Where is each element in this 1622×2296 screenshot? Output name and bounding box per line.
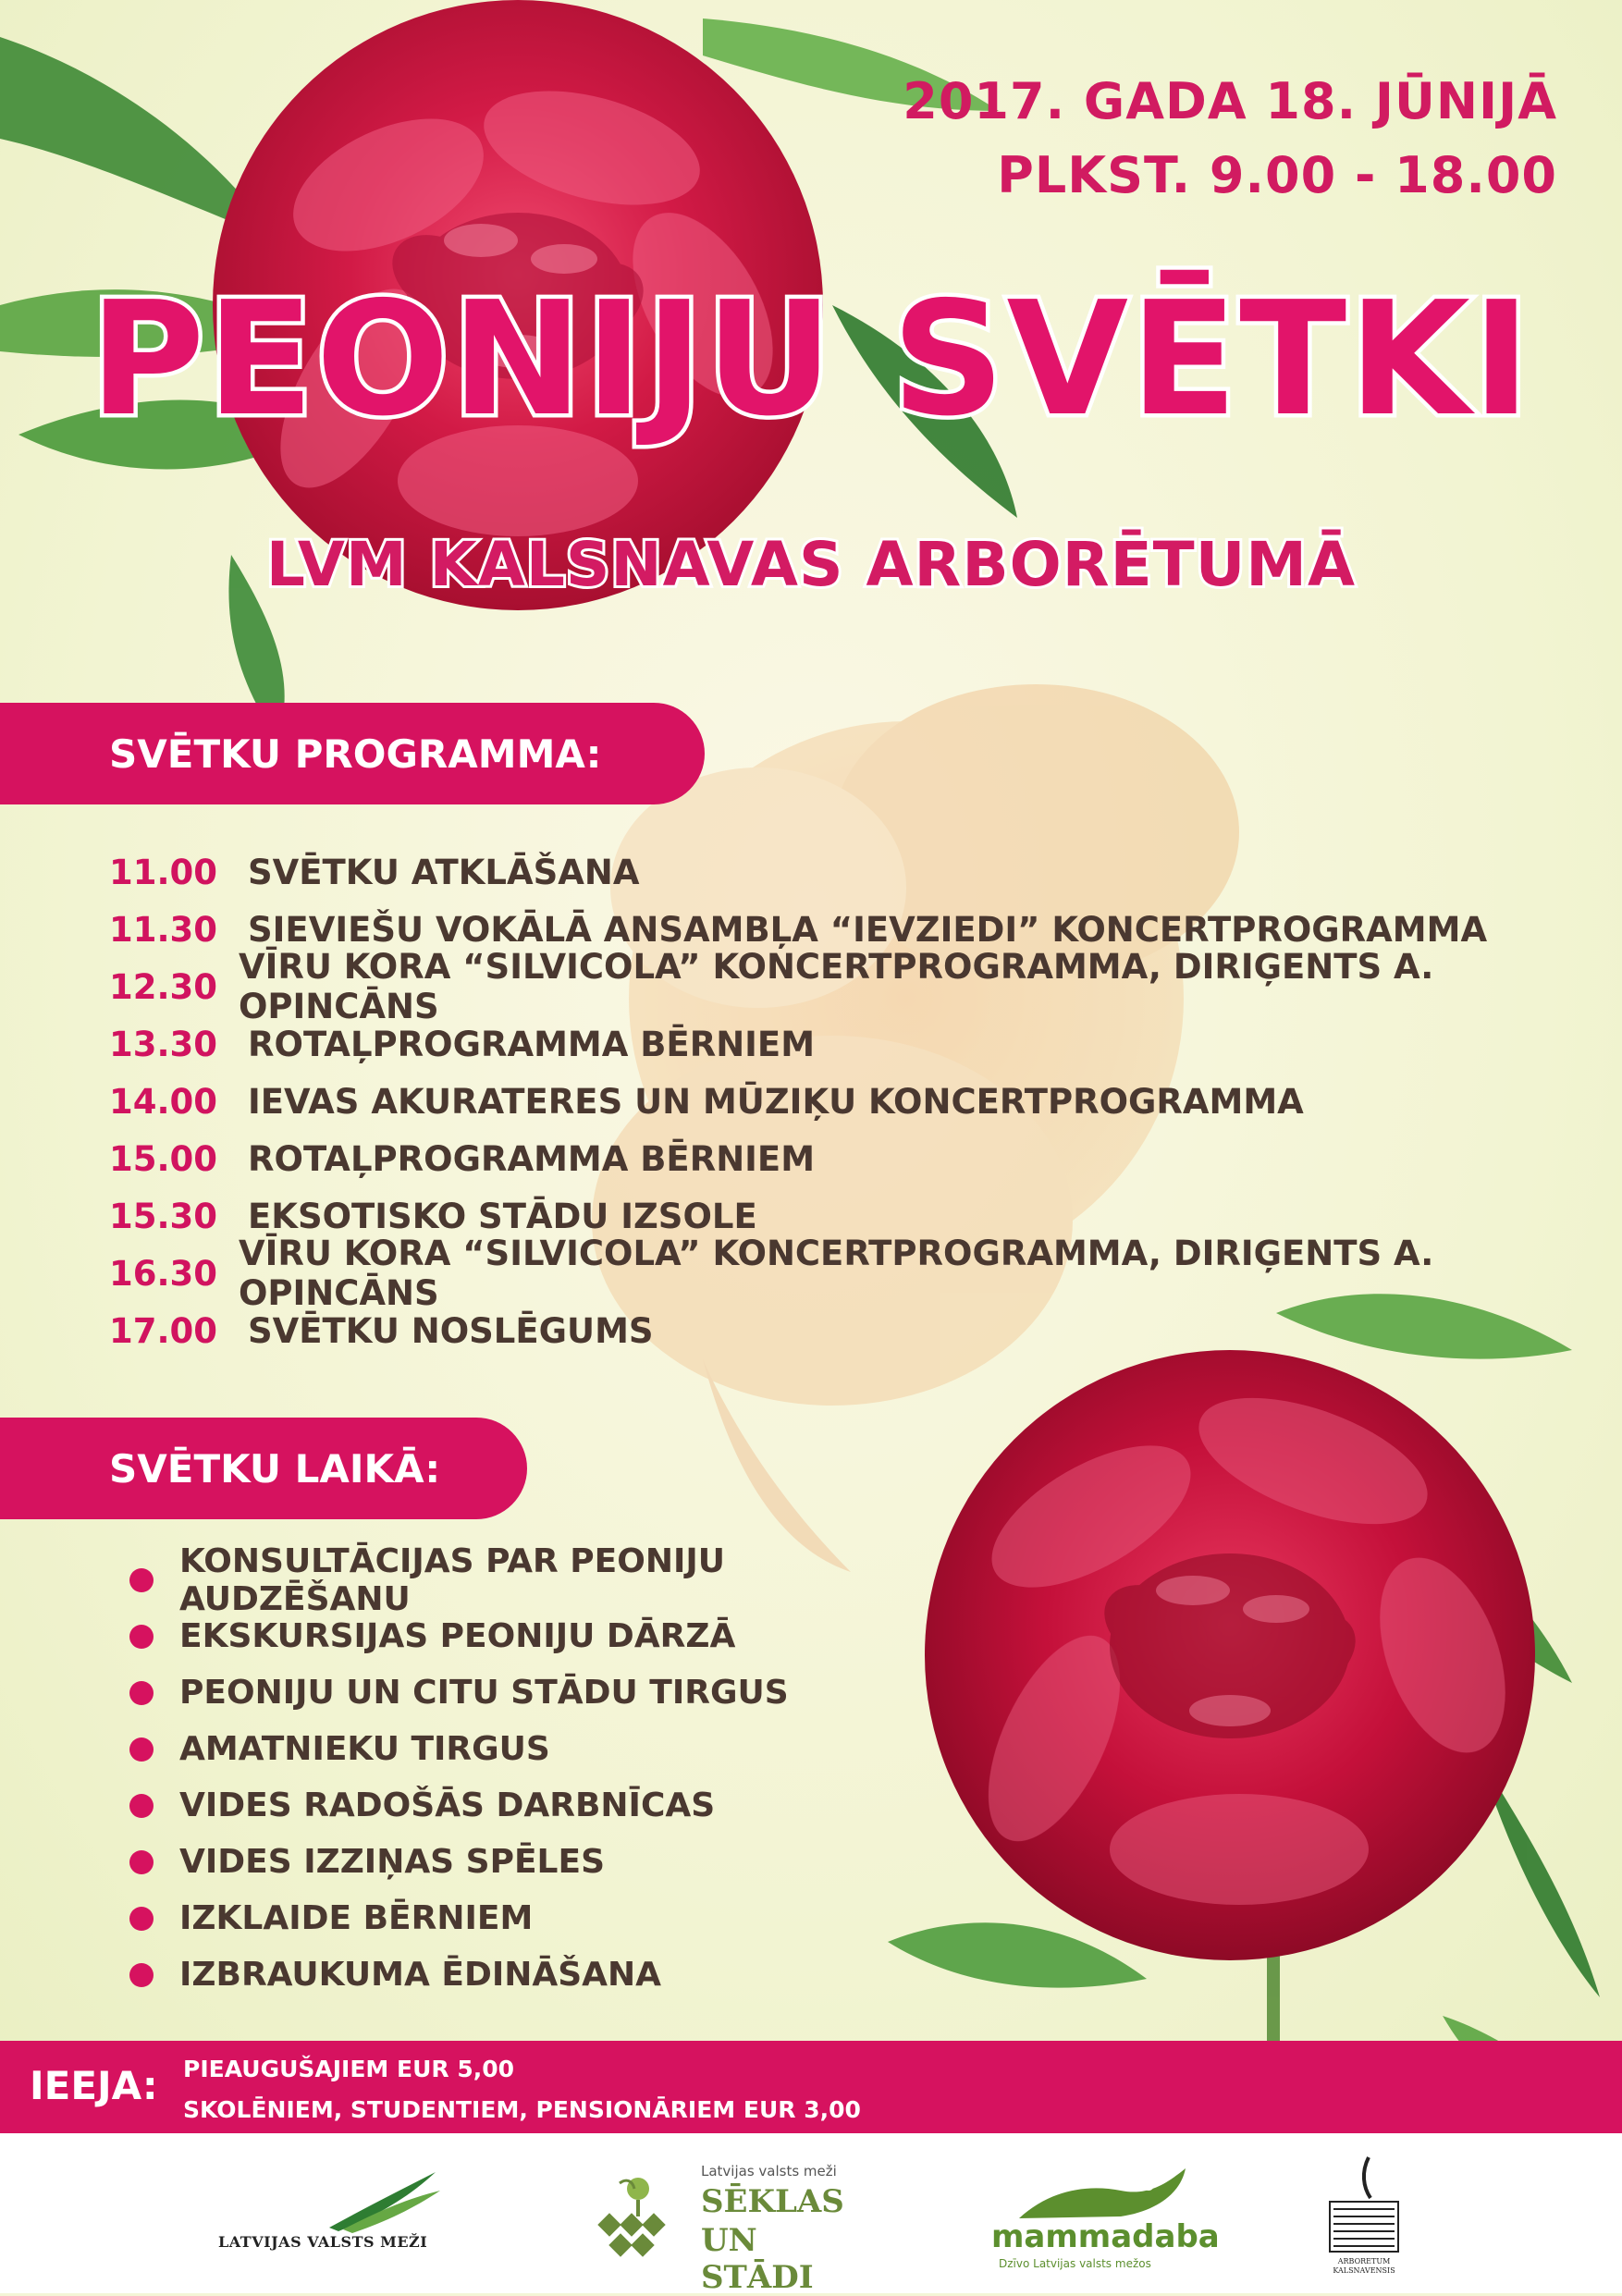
arboretum-logo <box>1313 2154 1415 2283</box>
entry-bar <box>0 2041 1622 2133</box>
program-text: SVĒTKU ATKLĀŠANA <box>248 852 640 892</box>
list-item-text: IZKLAIDE BĒRNIEM <box>179 1899 534 1937</box>
during-list <box>129 1541 962 2003</box>
entry-price-reduced: SKOLĒNIEM, STUDENTIEM, PENSIONĀRIEM EUR 3,00 <box>183 2096 861 2123</box>
list-item <box>129 1946 962 2003</box>
arboretum-text-line1: ARBORETUM <box>1337 2257 1391 2265</box>
list-item <box>129 1890 962 1946</box>
program-time: 15.00 <box>109 1138 218 1179</box>
bullet-icon <box>129 1625 154 1649</box>
program-text: SIEVIEŠU VOKĀLĀ ANSAMBĻA “IEVZIEDI” KONCERTPROGRAMMA <box>248 909 1488 950</box>
entry-price-adults: PIEAUGUŠAJIEM EUR 5,00 <box>183 2056 515 2082</box>
lvm-logo <box>218 2170 449 2272</box>
program-time: 13.30 <box>109 1024 218 1064</box>
program-text: ROTAĻPROGRAMMA BĒRNIEM <box>248 1024 816 1064</box>
program-heading <box>0 703 705 804</box>
program-text: ROTAĻPROGRAMMA BĒRNIEM <box>248 1138 816 1179</box>
seklas-pattern-icon <box>583 2161 694 2272</box>
list-item <box>129 1664 962 1721</box>
list-item-text: VIDES RADOŠĀS DARBNĪCAS <box>179 1786 716 1824</box>
list-item <box>129 1777 962 1834</box>
mammadaba-logo <box>991 2161 1220 2281</box>
footer-logos <box>0 2133 1622 2296</box>
program-text: IEVAS AKURATERES UN MŪZIĶU KONCERTPROGRAMMA <box>248 1081 1304 1122</box>
list-item <box>129 1721 962 1777</box>
program-row <box>109 1130 1552 1187</box>
date-line: 2017. GADA 18. JŪNIJĀ <box>903 72 1557 130</box>
program-time: 11.30 <box>109 909 218 950</box>
bullet-icon <box>129 1737 154 1762</box>
program-time: 12.30 <box>109 966 218 1007</box>
bullet-icon <box>129 1681 154 1705</box>
list-item-text: IZBRAUKUMA ĒDINĀŠANA <box>179 1956 661 1994</box>
mammadaba-wordmark: mammadaba <box>991 2218 1220 2255</box>
program-row <box>109 1073 1552 1130</box>
time-line: PLKST. 9.00 - 18.00 <box>997 146 1557 204</box>
list-item-text: PEONIJU UN CITU STĀDU TIRGUS <box>179 1674 789 1712</box>
seklas-logo <box>583 2152 879 2296</box>
lvm-logo-text: LATVIJAS VALSTS MEŽI <box>218 2233 428 2251</box>
program-text: VĪRU KORA “SILVICOLA” KONCERTPROGRAMMA, DIRIĢENTS A. OPINCĀNS <box>238 1234 1434 1313</box>
list-item <box>129 1541 962 1618</box>
list-item-text: AMATNIEKU TIRGUS <box>179 1730 550 1768</box>
program-text: SVĒTKU NOSLĒGUMS <box>248 1310 654 1351</box>
seklas-title-line2: UN STĀDI <box>701 2222 814 2296</box>
arboretum-text-line2: KALSNAVENSIS <box>1333 2266 1395 2275</box>
program-time: 17.00 <box>109 1310 218 1351</box>
arboretum-text <box>1322 2257 1406 2276</box>
program-time: 11.00 <box>109 852 218 892</box>
seklas-title-line1: SĒKLAS <box>701 2183 844 2220</box>
program-time: 15.30 <box>109 1196 218 1236</box>
during-heading <box>0 1418 527 1519</box>
list-item-text: VIDES IZZIŅAS SPĒLES <box>179 1843 606 1881</box>
program-time: 14.00 <box>109 1081 218 1122</box>
entry-label: IEEJA: <box>30 2063 158 2108</box>
mammadaba-tagline: Dzīvo Latvijas valsts mežos <box>999 2257 1151 2270</box>
program-time: 16.30 <box>109 1253 218 1294</box>
program-row <box>109 1234 1552 1313</box>
event-date <box>903 65 1557 213</box>
lvm-swoosh-icon <box>218 2170 449 2235</box>
mammadaba-animals-icon <box>1010 2165 1195 2220</box>
bullet-icon <box>129 1794 154 1818</box>
program-row <box>109 843 1552 901</box>
program-text: EKSOTISKO STĀDU IZSOLE <box>248 1196 757 1236</box>
list-item-text: EKSKURSIJAS PEONIJU DĀRZĀ <box>179 1617 736 1655</box>
program-list <box>109 843 1552 1359</box>
list-item <box>129 1834 962 1890</box>
bullet-icon <box>129 1850 154 1874</box>
poster-subtitle: LVM KALSNAVAS ARBORĒTUMĀ <box>265 529 1357 600</box>
bullet-icon <box>129 1907 154 1931</box>
during-heading-label: SVĒTKU LAIKĀ: <box>109 1445 441 1492</box>
bullet-icon <box>129 1963 154 1987</box>
bottom-peony <box>925 1350 1535 1960</box>
program-heading-label: SVĒTKU PROGRAMMA: <box>109 731 602 777</box>
seklas-small-text: Latvijas valsts meži <box>701 2163 837 2179</box>
program-text: VĪRU KORA “SILVICOLA” KONCERTPROGRAMMA, DIRIĢENTS A. OPINCĀNS <box>238 947 1434 1026</box>
list-item-text: KONSULTĀCIJAS PAR PEONIJU AUDZĒŠANU <box>179 1541 726 1618</box>
poster-title: PEONIJU SVĒTKI <box>89 268 1533 451</box>
arboretum-emblem-icon <box>1313 2154 1415 2255</box>
bullet-icon <box>129 1568 154 1592</box>
program-row <box>109 947 1552 1026</box>
